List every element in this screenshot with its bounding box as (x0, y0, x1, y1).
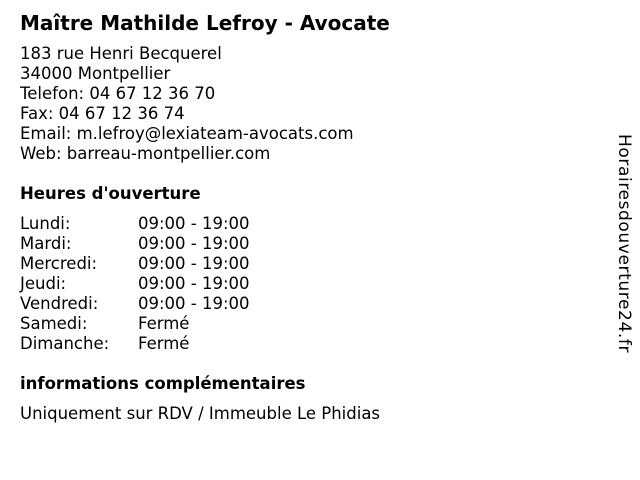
hours-day: Mardi: (20, 234, 72, 253)
hours-time: 09:00 - 19:00 (138, 254, 250, 273)
phone-line: Telefon: 04 67 12 36 70 (20, 84, 216, 103)
hours-row-sunday (20, 334, 610, 354)
hours-row-thursday (20, 274, 610, 294)
hours-day: Dimanche: (20, 334, 110, 353)
business-title: Maître Mathilde Lefroy - Avocate (20, 11, 390, 35)
hours-time: 09:00 - 19:00 (138, 274, 250, 293)
opening-hours-heading: Heures d'ouverture (20, 184, 201, 203)
hours-row-saturday (20, 314, 610, 334)
hours-day: Vendredi: (20, 294, 99, 313)
watermark-text: Horairesdouverture24.fr (614, 134, 634, 354)
business-card (20, 10, 610, 424)
hours-row-friday (20, 294, 610, 314)
hours-time: 09:00 - 19:00 (138, 234, 250, 253)
hours-row-wednesday (20, 254, 610, 274)
additional-info-heading: informations complémentaires (20, 374, 306, 393)
address-street: 183 rue Henri Becquerel (20, 44, 222, 63)
fax-line: Fax: 04 67 12 36 74 (20, 104, 185, 123)
hours-day: Samedi: (20, 314, 88, 333)
hours-row-monday (20, 214, 610, 234)
hours-day: Lundi: (20, 214, 71, 233)
opening-hours-table (20, 214, 610, 354)
hours-time: 09:00 - 19:00 (138, 214, 250, 233)
email-line: Email: m.lefroy@lexiateam-avocats.com (20, 124, 354, 143)
hours-time: Fermé (138, 334, 190, 353)
hours-time: 09:00 - 19:00 (138, 294, 250, 313)
hours-day: Jeudi: (20, 274, 67, 293)
additional-info-text: Uniquement sur RDV / Immeuble Le Phidias (20, 404, 381, 423)
hours-day: Mercredi: (20, 254, 98, 273)
web-line: Web: barreau-montpellier.com (20, 144, 271, 163)
address-city: 34000 Montpellier (20, 64, 171, 83)
hours-row-tuesday (20, 234, 610, 254)
address-block (20, 44, 610, 164)
hours-time: Fermé (138, 314, 190, 333)
